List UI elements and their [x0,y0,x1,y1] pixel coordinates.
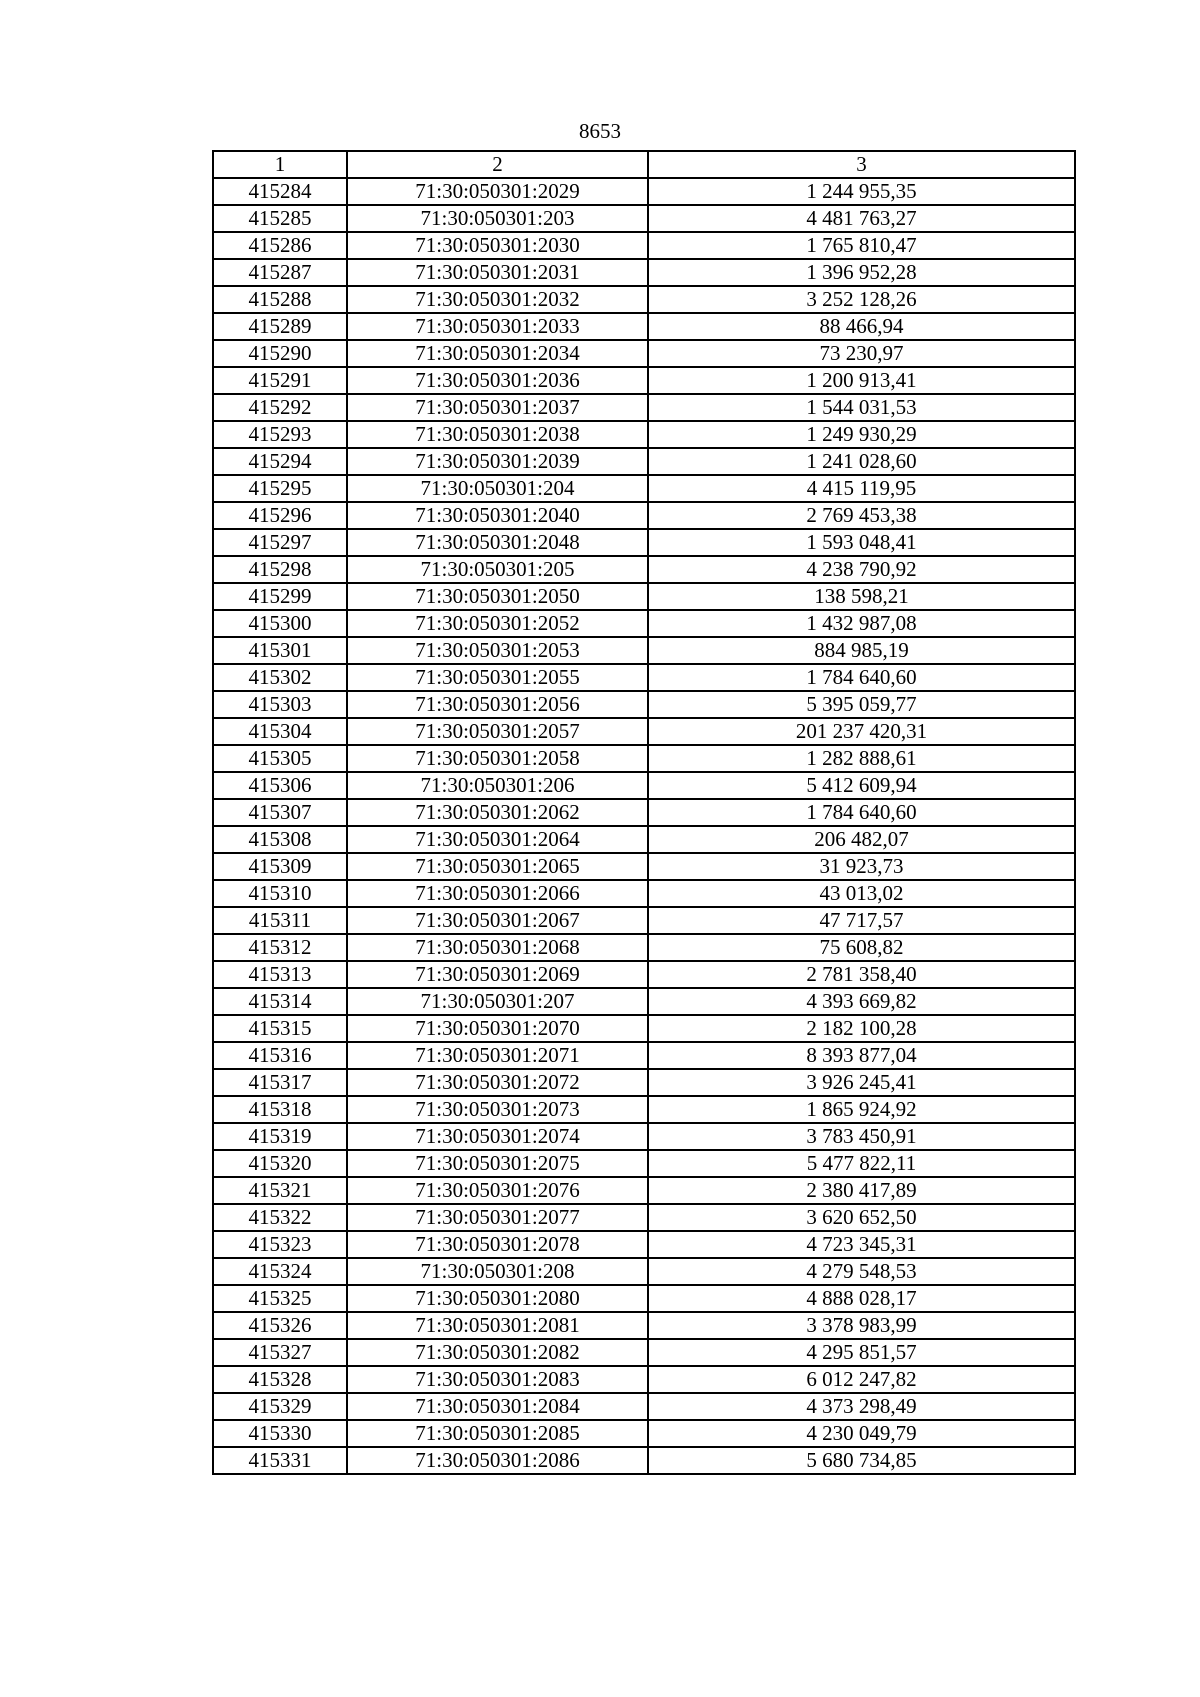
table-row [213,799,1075,826]
value-cell: 201 237 420,31 [648,718,1075,745]
table-row [213,448,1075,475]
table-row [213,313,1075,340]
row-number-cell: 415320 [213,1150,347,1177]
row-number-cell: 415313 [213,961,347,988]
row-number-cell: 415290 [213,340,347,367]
row-number-cell: 415307 [213,799,347,826]
row-number-cell: 415299 [213,583,347,610]
table-row [213,1015,1075,1042]
cadastral-number-cell: 71:30:050301:208 [347,1258,648,1285]
cadastral-number-cell: 71:30:050301:204 [347,475,648,502]
row-number-cell: 415324 [213,1258,347,1285]
value-cell: 4 481 763,27 [648,205,1075,232]
value-cell: 5 680 734,85 [648,1447,1075,1474]
row-number-cell: 415285 [213,205,347,232]
row-number-cell: 415288 [213,286,347,313]
row-number-cell: 415310 [213,880,347,907]
value-cell: 206 482,07 [648,826,1075,853]
value-cell: 4 295 851,57 [648,1339,1075,1366]
value-cell: 1 865 924,92 [648,1096,1075,1123]
cadastral-number-cell: 71:30:050301:2067 [347,907,648,934]
row-number-cell: 415309 [213,853,347,880]
value-cell: 1 593 048,41 [648,529,1075,556]
table-body [213,178,1075,1474]
row-number-cell: 415326 [213,1312,347,1339]
value-cell: 2 182 100,28 [648,1015,1075,1042]
value-cell: 4 230 049,79 [648,1420,1075,1447]
table-row [213,691,1075,718]
value-cell: 2 380 417,89 [648,1177,1075,1204]
cadastral-number-cell: 71:30:050301:2062 [347,799,648,826]
table-row [213,826,1075,853]
value-cell: 4 393 669,82 [648,988,1075,1015]
row-number-cell: 415303 [213,691,347,718]
table-header-row [213,151,1075,178]
column-header-1: 1 [213,151,347,178]
registry-table [212,150,1076,1475]
value-cell: 3 783 450,91 [648,1123,1075,1150]
table-row [213,1150,1075,1177]
row-number-cell: 415291 [213,367,347,394]
cadastral-number-cell: 71:30:050301:2056 [347,691,648,718]
table-row [213,529,1075,556]
row-number-cell: 415318 [213,1096,347,1123]
row-number-cell: 415319 [213,1123,347,1150]
row-number-cell: 415308 [213,826,347,853]
value-cell: 75 608,82 [648,934,1075,961]
row-number-cell: 415289 [213,313,347,340]
table-row [213,907,1075,934]
table-row [213,1285,1075,1312]
cadastral-number-cell: 71:30:050301:2084 [347,1393,648,1420]
cadastral-number-cell: 71:30:050301:2064 [347,826,648,853]
cadastral-number-cell: 71:30:050301:2055 [347,664,648,691]
row-number-cell: 415314 [213,988,347,1015]
value-cell: 1 784 640,60 [648,799,1075,826]
cadastral-number-cell: 71:30:050301:2048 [347,529,648,556]
cadastral-number-cell: 71:30:050301:203 [347,205,648,232]
table-row [213,1042,1075,1069]
row-number-cell: 415315 [213,1015,347,1042]
table-row [213,610,1075,637]
cadastral-number-cell: 71:30:050301:2075 [347,1150,648,1177]
value-cell: 6 012 247,82 [648,1366,1075,1393]
row-number-cell: 415331 [213,1447,347,1474]
table-row [213,394,1075,421]
table-row [213,340,1075,367]
row-number-cell: 415287 [213,259,347,286]
table-row [213,1366,1075,1393]
table-row [213,259,1075,286]
cadastral-number-cell: 71:30:050301:2037 [347,394,648,421]
table-row [213,286,1075,313]
cadastral-number-cell: 71:30:050301:205 [347,556,648,583]
row-number-cell: 415295 [213,475,347,502]
table-row [213,1447,1075,1474]
table-row [213,556,1075,583]
value-cell: 138 598,21 [648,583,1075,610]
table-row [213,1096,1075,1123]
table-row [213,880,1075,907]
row-number-cell: 415304 [213,718,347,745]
table-row [213,664,1075,691]
cadastral-number-cell: 71:30:050301:207 [347,988,648,1015]
cadastral-number-cell: 71:30:050301:2033 [347,313,648,340]
table-row [213,1177,1075,1204]
cadastral-number-cell: 71:30:050301:2065 [347,853,648,880]
table-row [213,637,1075,664]
column-header-3: 3 [648,151,1075,178]
value-cell: 1 249 930,29 [648,421,1075,448]
cadastral-number-cell: 71:30:050301:2032 [347,286,648,313]
value-cell: 1 244 955,35 [648,178,1075,205]
row-number-cell: 415312 [213,934,347,961]
table-row [213,421,1075,448]
row-number-cell: 415317 [213,1069,347,1096]
row-number-cell: 415328 [213,1366,347,1393]
value-cell: 8 393 877,04 [648,1042,1075,1069]
cadastral-number-cell: 71:30:050301:2074 [347,1123,648,1150]
cadastral-number-cell: 71:30:050301:2070 [347,1015,648,1042]
cadastral-number-cell: 71:30:050301:2058 [347,745,648,772]
cadastral-number-cell: 71:30:050301:206 [347,772,648,799]
cadastral-number-cell: 71:30:050301:2085 [347,1420,648,1447]
value-cell: 3 252 128,26 [648,286,1075,313]
row-number-cell: 415293 [213,421,347,448]
table-row [213,178,1075,205]
value-cell: 884 985,19 [648,637,1075,664]
table-row [213,1393,1075,1420]
value-cell: 4 373 298,49 [648,1393,1075,1420]
value-cell: 2 781 358,40 [648,961,1075,988]
table-row [213,772,1075,799]
table-row [213,1420,1075,1447]
table-row [213,1123,1075,1150]
value-cell: 3 378 983,99 [648,1312,1075,1339]
cadastral-number-cell: 71:30:050301:2030 [347,232,648,259]
table-row [213,961,1075,988]
table-row [213,475,1075,502]
column-header-2: 2 [347,151,648,178]
value-cell: 4 723 345,31 [648,1231,1075,1258]
cadastral-number-cell: 71:30:050301:2057 [347,718,648,745]
value-cell: 1 544 031,53 [648,394,1075,421]
row-number-cell: 415286 [213,232,347,259]
page-number: 8653 [579,119,621,143]
row-number-cell: 415294 [213,448,347,475]
table-row [213,988,1075,1015]
table-row [213,232,1075,259]
cadastral-number-cell: 71:30:050301:2068 [347,934,648,961]
cadastral-number-cell: 71:30:050301:2052 [347,610,648,637]
value-cell: 2 769 453,38 [648,502,1075,529]
row-number-cell: 415302 [213,664,347,691]
value-cell: 1 784 640,60 [648,664,1075,691]
row-number-cell: 415322 [213,1204,347,1231]
cadastral-number-cell: 71:30:050301:2053 [347,637,648,664]
row-number-cell: 415327 [213,1339,347,1366]
table-row [213,745,1075,772]
cadastral-number-cell: 71:30:050301:2029 [347,178,648,205]
cadastral-number-cell: 71:30:050301:2073 [347,1096,648,1123]
cadastral-number-cell: 71:30:050301:2078 [347,1231,648,1258]
row-number-cell: 415316 [213,1042,347,1069]
row-number-cell: 415284 [213,178,347,205]
row-number-cell: 415306 [213,772,347,799]
cadastral-number-cell: 71:30:050301:2031 [347,259,648,286]
row-number-cell: 415329 [213,1393,347,1420]
table-row [213,1231,1075,1258]
value-cell: 88 466,94 [648,313,1075,340]
cadastral-number-cell: 71:30:050301:2071 [347,1042,648,1069]
cadastral-number-cell: 71:30:050301:2076 [347,1177,648,1204]
cadastral-number-cell: 71:30:050301:2083 [347,1366,648,1393]
row-number-cell: 415300 [213,610,347,637]
cadastral-number-cell: 71:30:050301:2072 [347,1069,648,1096]
row-number-cell: 415323 [213,1231,347,1258]
row-number-cell: 415321 [213,1177,347,1204]
row-number-cell: 415296 [213,502,347,529]
value-cell: 1 200 913,41 [648,367,1075,394]
cadastral-number-cell: 71:30:050301:2039 [347,448,648,475]
table-row [213,1339,1075,1366]
table-row [213,934,1075,961]
cadastral-number-cell: 71:30:050301:2086 [347,1447,648,1474]
cadastral-number-cell: 71:30:050301:2069 [347,961,648,988]
value-cell: 43 013,02 [648,880,1075,907]
row-number-cell: 415297 [213,529,347,556]
cadastral-number-cell: 71:30:050301:2050 [347,583,648,610]
cadastral-number-cell: 71:30:050301:2081 [347,1312,648,1339]
value-cell: 3 620 652,50 [648,1204,1075,1231]
cadastral-number-cell: 71:30:050301:2038 [347,421,648,448]
table-row [213,1312,1075,1339]
table-row [213,853,1075,880]
cadastral-number-cell: 71:30:050301:2040 [347,502,648,529]
cadastral-number-cell: 71:30:050301:2082 [347,1339,648,1366]
row-number-cell: 415305 [213,745,347,772]
cadastral-number-cell: 71:30:050301:2077 [347,1204,648,1231]
value-cell: 4 279 548,53 [648,1258,1075,1285]
cadastral-number-cell: 71:30:050301:2066 [347,880,648,907]
value-cell: 1 765 810,47 [648,232,1075,259]
table-row [213,1069,1075,1096]
table-row [213,1204,1075,1231]
value-cell: 5 395 059,77 [648,691,1075,718]
cadastral-number-cell: 71:30:050301:2036 [347,367,648,394]
value-cell: 5 412 609,94 [648,772,1075,799]
table-row [213,718,1075,745]
value-cell: 3 926 245,41 [648,1069,1075,1096]
cadastral-number-cell: 71:30:050301:2080 [347,1285,648,1312]
row-number-cell: 415292 [213,394,347,421]
row-number-cell: 415325 [213,1285,347,1312]
row-number-cell: 415330 [213,1420,347,1447]
table-row [213,1258,1075,1285]
table-row [213,205,1075,232]
table-row [213,367,1075,394]
cadastral-number-cell: 71:30:050301:2034 [347,340,648,367]
row-number-cell: 415298 [213,556,347,583]
value-cell: 1 282 888,61 [648,745,1075,772]
value-cell: 1 241 028,60 [648,448,1075,475]
value-cell: 47 717,57 [648,907,1075,934]
value-cell: 31 923,73 [648,853,1075,880]
value-cell: 1 396 952,28 [648,259,1075,286]
value-cell: 73 230,97 [648,340,1075,367]
value-cell: 4 238 790,92 [648,556,1075,583]
table-row [213,583,1075,610]
value-cell: 4 888 028,17 [648,1285,1075,1312]
value-cell: 4 415 119,95 [648,475,1075,502]
value-cell: 1 432 987,08 [648,610,1075,637]
row-number-cell: 415311 [213,907,347,934]
table-row [213,502,1075,529]
value-cell: 5 477 822,11 [648,1150,1075,1177]
row-number-cell: 415301 [213,637,347,664]
